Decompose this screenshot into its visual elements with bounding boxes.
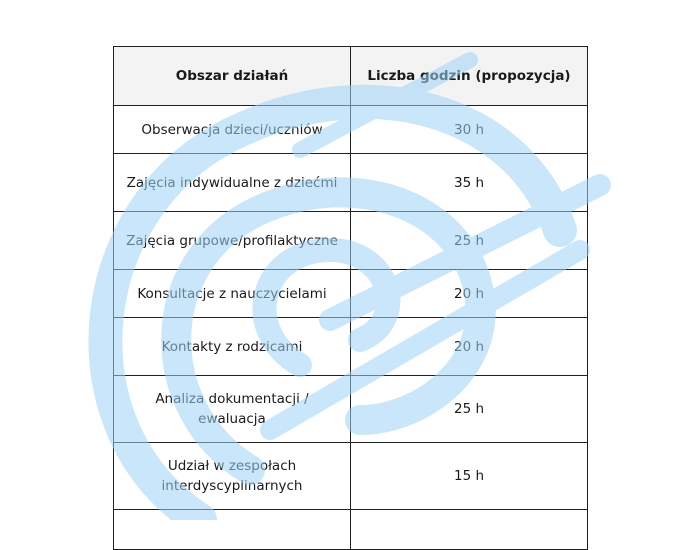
hours-table (113, 46, 588, 550)
table-header-row (114, 47, 588, 106)
cell-area: Udział w zespołach interdyscyplinarnych (114, 443, 351, 510)
cell-area-empty (114, 510, 351, 550)
table-row (114, 376, 588, 443)
header-hours: Liczba godzin (propozycja) (351, 47, 588, 106)
table-row-empty (114, 510, 588, 550)
cell-area: Zajęcia grupowe/profilaktyczne (114, 212, 351, 270)
cell-hours: 20 h (351, 270, 588, 318)
cell-hours: 25 h (351, 212, 588, 270)
table-row (114, 212, 588, 270)
cell-area: Konsultacje z nauczycielami (114, 270, 351, 318)
table-row (114, 270, 588, 318)
table-row (114, 106, 588, 154)
cell-hours: 15 h (351, 443, 588, 510)
table-row (114, 443, 588, 510)
cell-hours: 20 h (351, 318, 588, 376)
cell-area: Obserwacja dzieci/uczniów (114, 106, 351, 154)
header-area: Obszar działań (114, 47, 351, 106)
cell-hours: 25 h (351, 376, 588, 443)
cell-hours-empty (351, 510, 588, 550)
cell-area: Zajęcia indywidualne z dziećmi (114, 154, 351, 212)
table-row (114, 154, 588, 212)
table-row (114, 318, 588, 376)
cell-area: Analiza dokumentacji / ewaluacja (114, 376, 351, 443)
cell-hours: 35 h (351, 154, 588, 212)
cell-area: Kontakty z rodzicami (114, 318, 351, 376)
cell-hours: 30 h (351, 106, 588, 154)
